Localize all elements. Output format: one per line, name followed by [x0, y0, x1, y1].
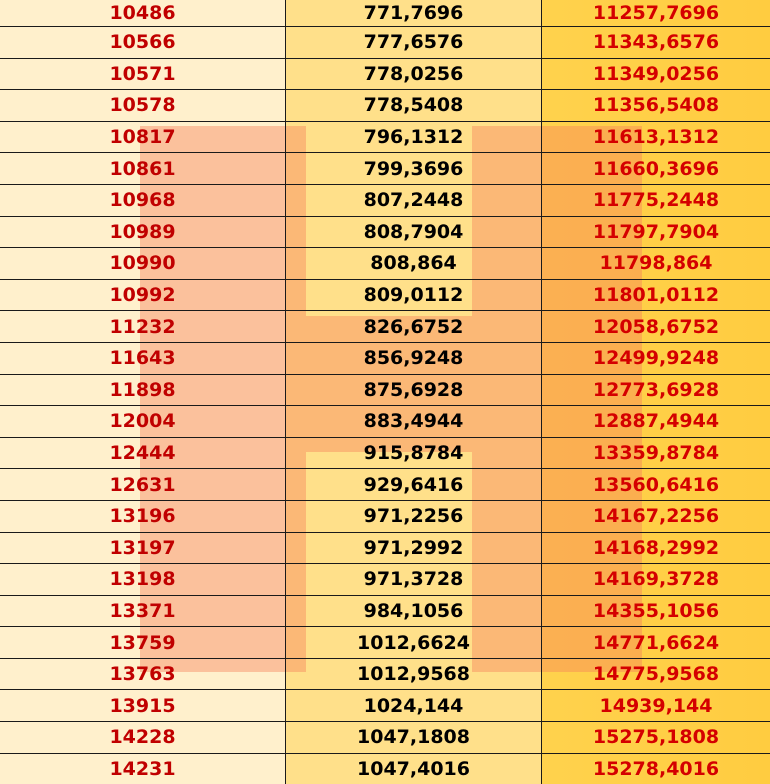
total-value-cell: 14167,2256: [542, 500, 770, 532]
increase-value-cell: 971,2256: [286, 500, 542, 532]
table-row: [0, 216, 770, 248]
base-value-cell: 10990: [0, 248, 286, 280]
increase-value-cell: 875,6928: [286, 374, 542, 406]
total-value-cell: 11801,0112: [542, 279, 770, 311]
total-value-cell: 12887,4944: [542, 406, 770, 438]
base-value-cell: 10486: [0, 0, 286, 27]
total-value-cell: 13359,8784: [542, 437, 770, 469]
base-value-cell: 13371: [0, 595, 286, 627]
total-value-cell: 14771,6624: [542, 627, 770, 659]
total-value-cell: 11613,1312: [542, 121, 770, 153]
table-row: [0, 753, 770, 784]
total-value-cell: 12499,9248: [542, 342, 770, 374]
base-value-cell: 10817: [0, 121, 286, 153]
base-value-cell: 13759: [0, 627, 286, 659]
table-row: [0, 595, 770, 627]
total-value-cell: 13560,6416: [542, 469, 770, 501]
increase-value-cell: 799,3696: [286, 153, 542, 185]
increase-value-cell: 807,2448: [286, 184, 542, 216]
base-value-cell: 10566: [0, 27, 286, 59]
table-row: [0, 627, 770, 659]
base-value-cell: 14231: [0, 753, 286, 784]
total-value-cell: 11356,5408: [542, 90, 770, 122]
table-row: [0, 27, 770, 59]
increase-value-cell: 1012,9568: [286, 658, 542, 690]
total-value-cell: 11343,6576: [542, 27, 770, 59]
increase-value-cell: 883,4944: [286, 406, 542, 438]
increase-value-cell: 915,8784: [286, 437, 542, 469]
base-value-cell: 11898: [0, 374, 286, 406]
total-value-cell: 11257,7696: [542, 0, 770, 27]
increase-value-cell: 809,0112: [286, 279, 542, 311]
table-row: [0, 437, 770, 469]
base-value-cell: 10989: [0, 216, 286, 248]
table-row: [0, 0, 770, 27]
increase-value-cell: 777,6576: [286, 27, 542, 59]
total-value-cell: 14169,3728: [542, 564, 770, 596]
increase-value-cell: 929,6416: [286, 469, 542, 501]
increase-value-cell: 856,9248: [286, 342, 542, 374]
increase-value-cell: 778,0256: [286, 58, 542, 90]
table-row: [0, 279, 770, 311]
base-value-cell: 12444: [0, 437, 286, 469]
table-row: [0, 153, 770, 185]
total-value-cell: 14168,2992: [542, 532, 770, 564]
increase-value-cell: 808,864: [286, 248, 542, 280]
table-row: [0, 690, 770, 722]
base-value-cell: 13763: [0, 658, 286, 690]
increase-value-cell: 808,7904: [286, 216, 542, 248]
base-value-cell: 13915: [0, 690, 286, 722]
table-row: [0, 564, 770, 596]
table-row: [0, 532, 770, 564]
table-row: [0, 406, 770, 438]
table-row: [0, 58, 770, 90]
total-value-cell: 11660,3696: [542, 153, 770, 185]
increase-value-cell: 1047,1808: [286, 722, 542, 754]
base-value-cell: 12004: [0, 406, 286, 438]
total-value-cell: 11798,864: [542, 248, 770, 280]
table-row: [0, 311, 770, 343]
total-value-cell: 11797,7904: [542, 216, 770, 248]
base-value-cell: 13198: [0, 564, 286, 596]
total-value-cell: 12773,6928: [542, 374, 770, 406]
total-value-cell: 15278,4016: [542, 753, 770, 784]
increase-value-cell: 984,1056: [286, 595, 542, 627]
increase-value-cell: 778,5408: [286, 90, 542, 122]
increase-value-cell: 971,3728: [286, 564, 542, 596]
table-row: [0, 469, 770, 501]
table-row: [0, 374, 770, 406]
increase-value-cell: 771,7696: [286, 0, 542, 27]
base-value-cell: 10992: [0, 279, 286, 311]
base-value-cell: 11643: [0, 342, 286, 374]
increase-value-cell: 1047,4016: [286, 753, 542, 784]
total-value-cell: 11349,0256: [542, 58, 770, 90]
base-value-cell: 10571: [0, 58, 286, 90]
base-value-cell: 13196: [0, 500, 286, 532]
increase-value-cell: 1024,144: [286, 690, 542, 722]
base-value-cell: 10578: [0, 90, 286, 122]
increase-value-cell: 796,1312: [286, 121, 542, 153]
base-value-cell: 12631: [0, 469, 286, 501]
base-value-cell: 13197: [0, 532, 286, 564]
table-row: [0, 342, 770, 374]
total-value-cell: 12058,6752: [542, 311, 770, 343]
total-value-cell: 14355,1056: [542, 595, 770, 627]
table-row: [0, 658, 770, 690]
table-row: [0, 722, 770, 754]
base-value-cell: 11232: [0, 311, 286, 343]
total-value-cell: 11775,2448: [542, 184, 770, 216]
base-value-cell: 10968: [0, 184, 286, 216]
table-row: [0, 184, 770, 216]
total-value-cell: 15275,1808: [542, 722, 770, 754]
table-row: [0, 121, 770, 153]
table-row: [0, 90, 770, 122]
increase-value-cell: 1012,6624: [286, 627, 542, 659]
table-row: [0, 248, 770, 280]
increase-value-cell: 826,6752: [286, 311, 542, 343]
increase-value-cell: 971,2992: [286, 532, 542, 564]
total-value-cell: 14939,144: [542, 690, 770, 722]
base-value-cell: 10861: [0, 153, 286, 185]
total-value-cell: 14775,9568: [542, 658, 770, 690]
base-value-cell: 14228: [0, 722, 286, 754]
table-row: [0, 500, 770, 532]
